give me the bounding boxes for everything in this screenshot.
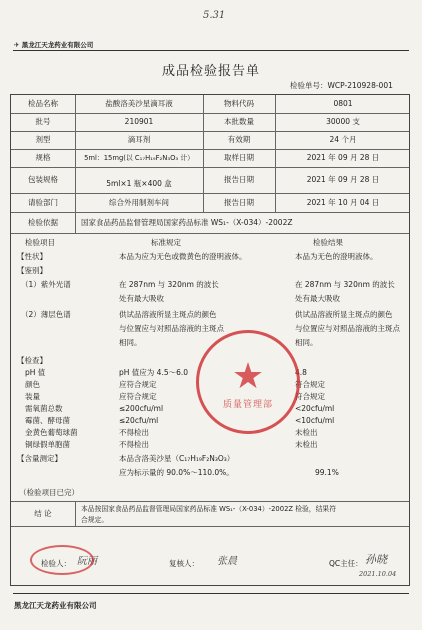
footer-divider	[13, 593, 409, 594]
qc-signature: 孙晓	[365, 553, 387, 566]
document-title: 成品检验报告单	[161, 64, 260, 79]
label-product-name: 检品名称	[28, 99, 58, 108]
star-icon: ★	[231, 356, 265, 397]
value-packaging: 5ml×1 瓶×400 盒	[106, 179, 172, 188]
section-checks: 【检查】	[17, 356, 47, 365]
header-standard: 标准规定	[151, 238, 181, 247]
inspector-signature: 阮丽	[77, 556, 97, 567]
uv-standard-line: 在 287nm 与 320nm 的波长	[119, 280, 219, 289]
label-dosage-form: 剂型	[35, 135, 51, 144]
tlc-result-line: 与位置应与对照品溶液的主斑点	[295, 324, 400, 333]
check-standard: ≤20cfu/ml	[119, 416, 159, 425]
check-result: 4.8	[295, 368, 307, 377]
inspector-label: 检验人：	[41, 559, 71, 568]
quality-stamp	[196, 330, 300, 434]
qc-label: QC主任：	[329, 559, 363, 568]
check-standard: 应符合规定	[119, 392, 157, 401]
value-specification: 5ml：15mg(以 C₁₇H₁₉F₂N₃O₃ 计）	[84, 154, 194, 162]
value-report-date-2: 2021 年 10 月 04 日	[306, 198, 380, 207]
uv-result-line: 在 287nm 与 320nm 的波长	[295, 280, 395, 289]
footer-company: 黑龙江天龙药业有限公司	[14, 601, 97, 610]
label-basis: 检验依据	[28, 218, 58, 227]
value-dosage-form: 滴耳剂	[127, 135, 151, 144]
check-item: 颜色	[25, 380, 40, 389]
company-logo-icon: ✈	[14, 41, 22, 49]
check-result: <10cfu/ml	[295, 416, 335, 425]
value-product-name: 盐酸洛美沙星滴耳液	[105, 99, 173, 108]
section-character: 【性状】	[17, 252, 47, 261]
uv-standard-line: 处有最大吸收	[119, 294, 164, 303]
label-sampling-date: 取样日期	[224, 153, 254, 162]
check-standard: pH 值应为 4.5～6.0	[119, 368, 189, 377]
header-divider	[13, 50, 409, 51]
handwritten-note: 5.31	[203, 10, 226, 21]
assay-standard-line: 应为标示量的 90.0%～110.0%。	[119, 468, 234, 477]
character-standard: 本品为应为无色或微黄色的澄明液体。	[119, 252, 247, 261]
value-shelf-life: 24 个月	[329, 135, 357, 144]
label-packaging: 包装规格	[28, 175, 58, 184]
label-department: 请验部门	[28, 198, 58, 207]
check-item: 需氧菌总数	[25, 404, 63, 413]
uv-result-line: 处有最大吸收	[295, 294, 340, 303]
value-department: 综合外用制剂车间	[109, 198, 169, 207]
section-identification: 【鉴别】	[17, 266, 47, 275]
report-number: 检验单号：WCP-210928-001	[290, 81, 393, 90]
end-note: （检验项目已完）	[19, 488, 79, 497]
tlc-standard-line: 供试品溶液所显主斑点的颜色	[119, 310, 217, 319]
header-result: 检验结果	[313, 238, 343, 247]
conclusion-line: 合规定。	[81, 516, 109, 524]
check-result: 符合规定	[295, 392, 325, 401]
section-assay: 【含量测定】	[17, 454, 62, 463]
label-specification: 规格	[35, 153, 51, 162]
check-result: 符合规定	[295, 380, 325, 389]
character-result: 本品为无色的澄明液体。	[295, 252, 378, 261]
check-result: 未检出	[295, 440, 318, 449]
tlc-standard-line: 与位置应与对照品溶液的主斑点	[119, 324, 224, 333]
label-report-date-2: 报告日期	[224, 198, 254, 207]
reviewer-label: 复核人：	[169, 559, 199, 568]
check-standard: 不得检出	[119, 428, 149, 437]
assay-standard-line: 本品含洛美沙星（C₁₇H₁₉F₂N₃O₃）	[119, 454, 235, 463]
tlc-standard-line: 相同。	[119, 338, 142, 347]
value-report-date-1: 2021 年 09 月 28 日	[306, 175, 380, 184]
reviewer-signature: 张晨	[217, 556, 237, 567]
value-quantity: 30000 支	[326, 117, 360, 126]
value-material-code: 0801	[333, 99, 353, 108]
stamp-text: 质量管理部	[222, 400, 273, 410]
conclusion-line: 本品按国家食品药品监督管理局国家药品标准 WS₁-（X-034）-2002Z 检验，结果符	[81, 505, 336, 513]
label-shelf-life: 有效期	[227, 135, 251, 144]
value-basis: 国家食品药品监督管理局国家药品标准 WS₁-（X-034）-2002Z	[81, 218, 293, 227]
check-item: 金黄色葡萄球菌	[25, 428, 78, 437]
check-standard: 不得检出	[119, 440, 149, 449]
inspector-stamp	[30, 545, 94, 575]
label-quantity: 本批数量	[224, 117, 254, 126]
header-item: 检验项目	[25, 238, 55, 247]
check-item: 铜绿假单胞菌	[25, 440, 70, 449]
check-standard: 应符合规定	[119, 380, 157, 389]
check-standard: ≤200cfu/ml	[119, 404, 164, 413]
tlc-item: （2）薄层色谱	[21, 310, 71, 319]
tlc-result-line: 相同。	[295, 338, 318, 347]
check-item: 霉菌、酵母菌	[25, 416, 70, 425]
value-sampling-date: 2021 年 09 月 28 日	[306, 153, 380, 162]
check-result: <20cfu/ml	[295, 404, 335, 413]
tlc-result-line: 供试品溶液所显主斑点的颜色	[295, 310, 393, 319]
label-batch: 批号	[35, 117, 51, 126]
label-material-code: 物料代码	[224, 99, 254, 108]
company-header: ✈ 黑龙江天龙药业有限公司	[14, 41, 94, 49]
assay-result: 99.1%	[315, 468, 339, 477]
inspection-table	[10, 94, 410, 586]
check-result: 未检出	[295, 428, 318, 437]
label-conclusion: 结 论	[34, 509, 52, 518]
label-report-date-1: 报告日期	[224, 175, 254, 184]
uv-item: （1）紫外光谱	[21, 280, 71, 289]
check-item: 装量	[25, 392, 40, 401]
check-item: pH 值	[25, 368, 46, 377]
qc-date: 2021.10.04	[359, 570, 397, 578]
value-batch: 210901	[124, 117, 154, 126]
